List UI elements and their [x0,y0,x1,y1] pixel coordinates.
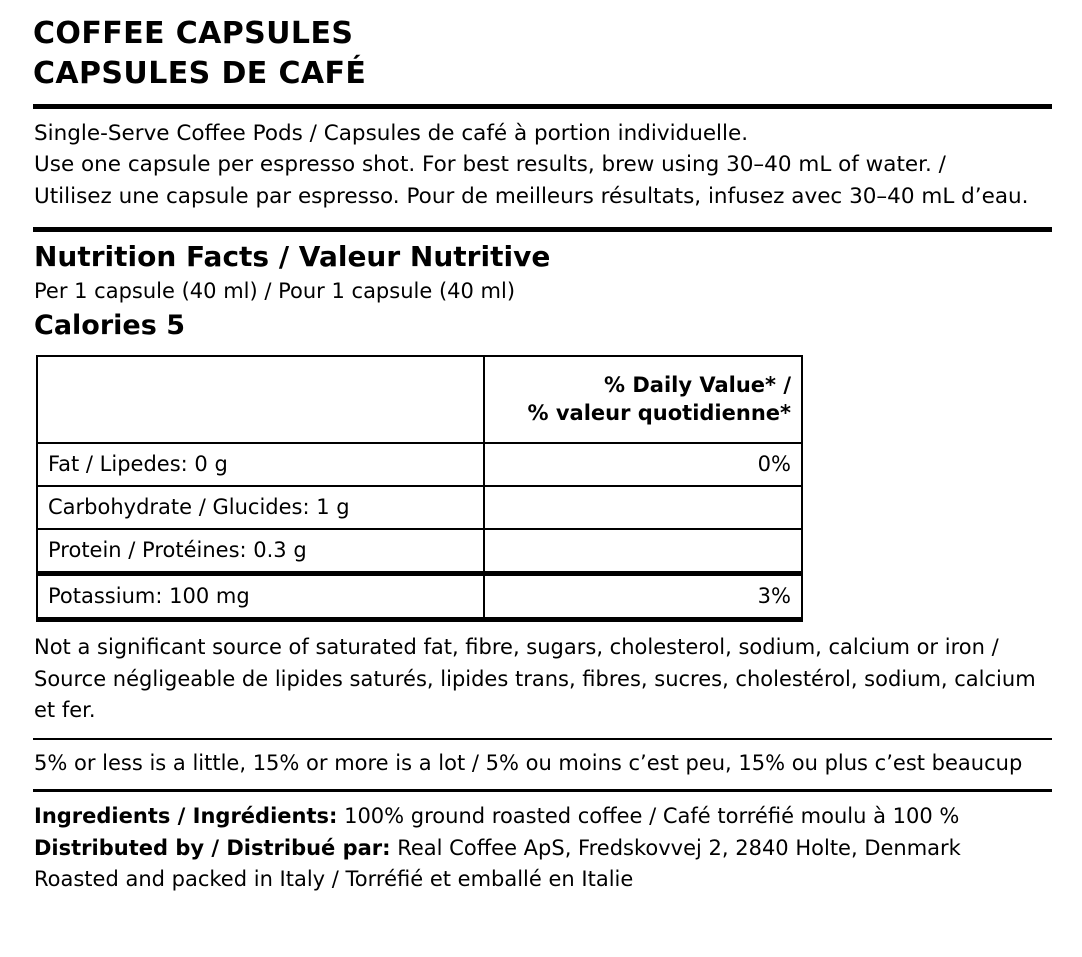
table-header-row [37,356,802,443]
ingredients-value: 100% ground roasted coffee / Café torréfié moulu à 100 % [337,803,960,828]
nutrition-table [36,355,803,622]
nutrition-facts-title: Nutrition Facts / Valeur Nutritive [34,239,551,273]
footnote-line-3: et fer. [34,697,96,722]
table-header-blank-cell [37,356,484,443]
calories-value: Calories 5 [34,310,185,342]
product-title-fr: CAPSULES DE CAFÉ [33,55,367,91]
serving-size: Per 1 capsule (40 ml) / Pour 1 capsule (40 ml) [34,278,516,303]
nutrient-daily-value: 0% [484,443,802,486]
ingredients-label: Ingredients / Ingrédients: [34,803,338,828]
daily-value-header-cell [484,356,802,443]
distributed-by-label: Distributed by / Distribué par: [34,835,391,860]
nutrient-label: Fat / Lipedes: 0 g [37,443,484,486]
daily-value-note: 5% or less is a little, 15% or more is a lot / 5% ou moins c’est peu, 15% ou plus c’est beaucup [34,751,1023,776]
nutrient-label: Protein / Protéines: 0.3 g [37,529,484,574]
footnote-line-1: Not a significant source of saturated fat, fibre, sugars, cholesterol, sodium, calcium or iron / [34,635,999,660]
description-line-2: Use one capsule per espresso shot. For best results, brew using 30–40 mL of water. / [34,152,946,178]
nutrient-label: Potassium: 100 mg [37,574,484,620]
roasted-line: Roasted and packed in Italy / Torréfié et emballé en Italie [34,867,634,892]
daily-value-header-line-1: % Daily Value* / [604,373,791,398]
product-description [33,109,1052,213]
description-line-3: Utilisez une capsule par espresso. Pour de meilleurs résultats, infusez avec 30–40 mL d’eau. [34,183,1029,209]
nutrient-daily-value [484,486,802,529]
description-line-1: Single-Serve Coffee Pods / Capsules de café à portion individuelle. [34,120,749,146]
nutrition-facts-panel [33,232,1052,623]
nutrient-daily-value [484,529,802,574]
nutrition-footnote [33,622,1052,726]
ingredients-line [34,801,1052,833]
product-title-en: COFFEE CAPSULES [33,16,354,51]
table-row [37,529,802,574]
distributor-line [34,833,1052,865]
footnote-line-2: Source négligeable de lipides saturés, lipides trans, fibres, sucres, cholestérol, sodium, calcium [34,666,1036,691]
table-row [37,486,802,529]
nutrient-daily-value: 3% [484,574,802,620]
product-title-block [33,14,1052,94]
ingredients-block [33,792,1052,897]
table-row [37,443,802,486]
table-row [37,574,802,620]
distributed-by-value: Real Coffee ApS, Fredskovvej 2, 2840 Holte, Denmark [390,835,961,860]
nutrient-label: Carbohydrate / Glucides: 1 g [37,486,484,529]
daily-value-header-line-2: % valeur quotidienne* [527,401,791,426]
